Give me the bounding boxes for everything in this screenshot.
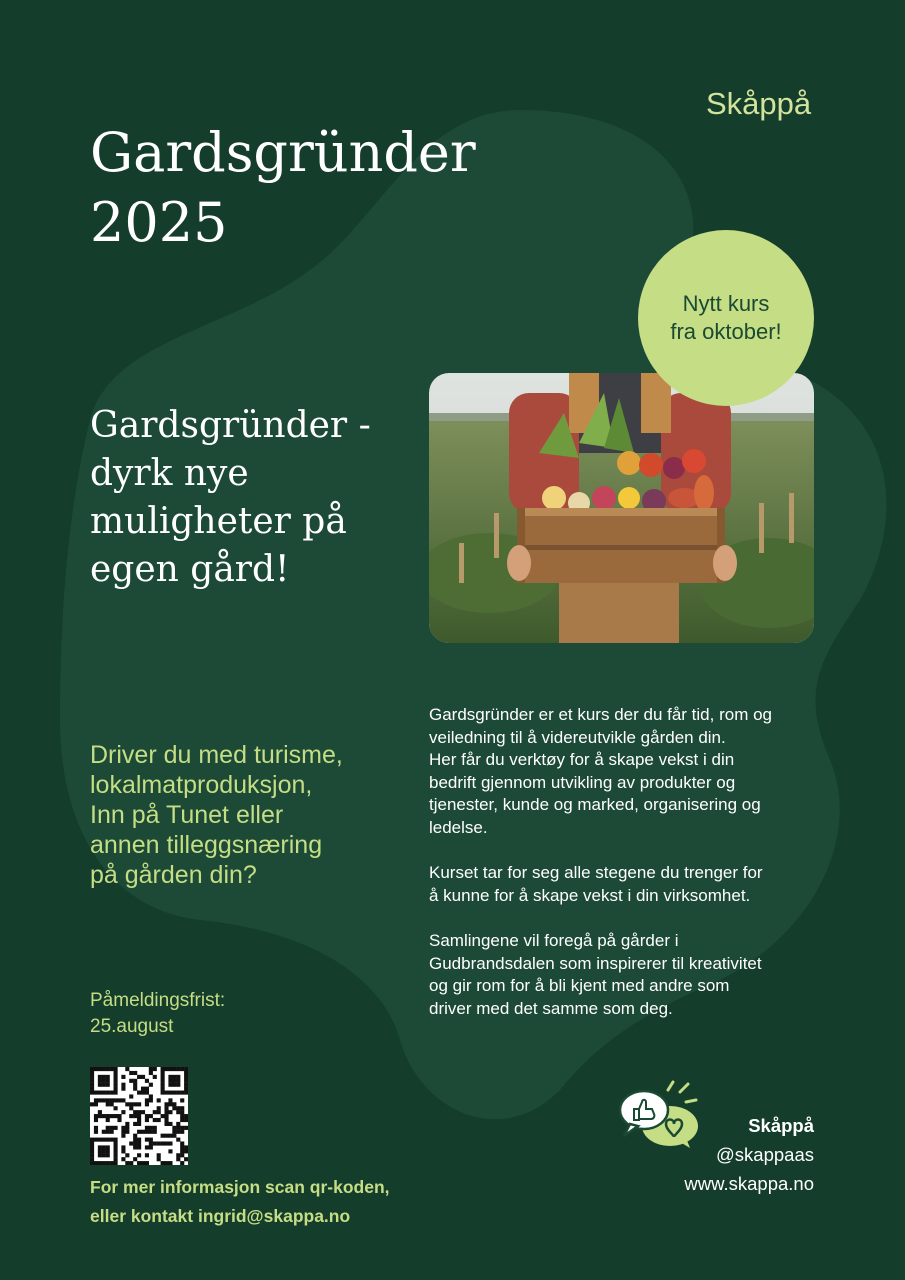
qr-module <box>106 1083 110 1087</box>
qr-module <box>145 1118 149 1122</box>
qr-module <box>110 1138 114 1142</box>
qr-module <box>176 1079 180 1083</box>
qr-module <box>102 1075 106 1079</box>
qr-module <box>114 1145 118 1149</box>
qr-module <box>184 1071 188 1075</box>
qr-module <box>168 1110 172 1114</box>
qr-module <box>94 1067 98 1071</box>
qr-module <box>149 1141 153 1145</box>
qr-module <box>125 1122 129 1126</box>
qr-module <box>180 1091 184 1095</box>
headline: Gardsgründer - dyrk nye muligheter på egen gård! <box>90 405 371 590</box>
qr-module <box>172 1126 176 1130</box>
qr-module <box>141 1075 145 1079</box>
social-handle[interactable]: @skappaas <box>716 1144 814 1165</box>
qr-module <box>114 1071 118 1075</box>
qr-module <box>110 1130 114 1134</box>
qr-module <box>106 1126 110 1130</box>
qr-module <box>145 1091 149 1095</box>
qr-module <box>149 1126 153 1130</box>
qr-module <box>172 1134 176 1138</box>
qr-module <box>90 1138 94 1142</box>
qr-module <box>145 1126 149 1130</box>
qr-module <box>153 1130 157 1134</box>
qr-module <box>121 1134 125 1138</box>
qr-module <box>164 1161 168 1165</box>
qr-module <box>114 1091 118 1095</box>
qr-module <box>149 1145 153 1149</box>
qr-module <box>133 1141 137 1145</box>
qr-module <box>168 1134 172 1138</box>
qr-module <box>114 1087 118 1091</box>
qr-module <box>180 1106 184 1110</box>
qr-module <box>98 1145 102 1149</box>
qr-module <box>94 1098 98 1102</box>
qr-module <box>157 1118 161 1122</box>
qr-module <box>114 1153 118 1157</box>
qr-module <box>153 1075 157 1079</box>
qr-module <box>161 1079 165 1083</box>
qr-module <box>184 1157 188 1161</box>
qr-module <box>168 1098 172 1102</box>
qr-module <box>149 1114 153 1118</box>
qr-module <box>145 1098 149 1102</box>
qr-module <box>172 1075 176 1079</box>
qr-module <box>149 1098 153 1102</box>
qr-module <box>141 1161 145 1165</box>
registration-deadline: Påmeldingsfrist: 25.august <box>90 990 226 1037</box>
qr-module <box>137 1122 141 1126</box>
qr-module <box>94 1118 98 1122</box>
qr-module <box>180 1126 184 1130</box>
qr-module <box>110 1098 114 1102</box>
qr-module <box>102 1083 106 1087</box>
contact-info: For mer informasjon scan qr-koden, eller kontakt ingrid@skappa.no <box>90 1177 390 1226</box>
qr-module <box>129 1094 133 1098</box>
qr-module <box>168 1161 172 1165</box>
qr-module <box>141 1091 145 1095</box>
qr-module <box>168 1102 172 1106</box>
qr-module <box>117 1098 121 1102</box>
qr-module <box>157 1157 161 1161</box>
qr-module <box>114 1067 118 1071</box>
qr-module <box>133 1087 137 1091</box>
qr-module <box>153 1126 157 1130</box>
qr-module <box>137 1118 141 1122</box>
qr-module <box>106 1091 110 1095</box>
qr-module <box>184 1067 188 1071</box>
qr-module <box>137 1153 141 1157</box>
qr-module <box>133 1138 137 1142</box>
qr-module <box>121 1083 125 1087</box>
qr-module <box>94 1126 98 1130</box>
qr-module <box>102 1130 106 1134</box>
qr-module <box>90 1071 94 1075</box>
qr-module <box>90 1087 94 1091</box>
qr-module <box>121 1130 125 1134</box>
qr-module <box>141 1130 145 1134</box>
qr-module <box>106 1145 110 1149</box>
qr-module <box>145 1138 149 1142</box>
qr-module <box>90 1161 94 1165</box>
qr-module <box>129 1141 133 1145</box>
qr-module <box>137 1161 141 1165</box>
qr-module <box>161 1087 165 1091</box>
qr-module <box>106 1079 110 1083</box>
qr-module <box>137 1110 141 1114</box>
qr-module <box>129 1079 133 1083</box>
qr-module <box>145 1130 149 1134</box>
qr-module <box>114 1138 118 1142</box>
qr-module <box>114 1141 118 1145</box>
qr-module <box>184 1114 188 1118</box>
qr-module <box>90 1079 94 1083</box>
qr-module <box>106 1149 110 1153</box>
qr-module <box>110 1126 114 1130</box>
qr-module <box>180 1145 184 1149</box>
qr-module <box>161 1114 165 1118</box>
brand-logo: Skåppå <box>706 86 812 121</box>
qr-module <box>90 1157 94 1161</box>
qr-module <box>102 1138 106 1142</box>
qr-module <box>121 1126 125 1130</box>
qr-module <box>106 1130 110 1134</box>
qr-module <box>98 1098 102 1102</box>
qr-module <box>102 1067 106 1071</box>
qr-module <box>121 1157 125 1161</box>
qr-module <box>125 1102 129 1106</box>
qr-module <box>102 1091 106 1095</box>
qr-module <box>110 1091 114 1095</box>
title-line-2: 2025 <box>90 191 228 254</box>
qr-module <box>98 1114 102 1118</box>
qr-module <box>106 1138 110 1142</box>
qr-module <box>164 1114 168 1118</box>
qr-module <box>176 1126 180 1130</box>
farmer-vegetable-crate-photo <box>429 373 814 643</box>
qr-module <box>90 1067 94 1071</box>
qr-module <box>180 1130 184 1134</box>
qr-module <box>125 1153 129 1157</box>
qr-module <box>133 1102 137 1106</box>
qr-module <box>176 1138 180 1142</box>
social-name: Skåppå <box>748 1115 814 1136</box>
qr-module <box>168 1149 172 1153</box>
qr-module <box>94 1138 98 1142</box>
qr-module <box>172 1106 176 1110</box>
qr-module <box>90 1149 94 1153</box>
qr-module <box>94 1130 98 1134</box>
qr-module <box>110 1067 114 1071</box>
qr-module <box>172 1079 176 1083</box>
target-question: Driver du med turisme, lokalmatproduksjon, Inn på Tunet eller annen tilleggsnæring på gården din? <box>90 741 343 889</box>
qr-module <box>117 1114 121 1118</box>
qr-module <box>106 1067 110 1071</box>
qr-module <box>153 1110 157 1114</box>
qr-module <box>145 1079 149 1083</box>
qr-module <box>176 1110 180 1114</box>
qr-module <box>110 1161 114 1165</box>
qr-module <box>164 1106 168 1110</box>
qr-module <box>176 1153 180 1157</box>
qr-module <box>164 1134 168 1138</box>
qr-module <box>164 1122 168 1126</box>
qr-module <box>161 1067 165 1071</box>
qr-module <box>125 1161 129 1165</box>
qr-module <box>114 1106 118 1110</box>
qr-module <box>102 1098 106 1102</box>
qr-module <box>168 1075 172 1079</box>
qr-module <box>161 1161 165 1165</box>
qr-module <box>114 1126 118 1130</box>
qr-module <box>184 1091 188 1095</box>
qr-module <box>184 1118 188 1122</box>
course-description <box>429 704 829 1043</box>
qr-module <box>172 1083 176 1087</box>
qr-module <box>168 1083 172 1087</box>
qr-module <box>94 1102 98 1106</box>
qr-module <box>125 1126 129 1130</box>
qr-module <box>129 1071 133 1075</box>
qr-module <box>184 1083 188 1087</box>
qr-module <box>137 1075 141 1079</box>
qr-module <box>184 1079 188 1083</box>
qr-module <box>98 1067 102 1071</box>
qr-module <box>153 1067 157 1071</box>
qr-module <box>133 1114 137 1118</box>
qr-module <box>168 1079 172 1083</box>
qr-module <box>114 1114 118 1118</box>
qr-module <box>98 1161 102 1165</box>
qr-module <box>157 1110 161 1114</box>
qr-module <box>137 1091 141 1095</box>
qr-module <box>114 1079 118 1083</box>
qr-module <box>133 1122 137 1126</box>
qr-module <box>153 1118 157 1122</box>
qr-module <box>161 1075 165 1079</box>
qr-module <box>157 1098 161 1102</box>
qr-module <box>184 1075 188 1079</box>
qr-module <box>137 1114 141 1118</box>
qr-module <box>184 1087 188 1091</box>
qr-module <box>125 1067 129 1071</box>
qr-module <box>102 1079 106 1083</box>
qr-module <box>168 1067 172 1071</box>
qr-module <box>94 1091 98 1095</box>
new-course-badge: Nytt kurs fra oktober! <box>638 230 814 406</box>
qr-module <box>184 1145 188 1149</box>
qr-module <box>102 1114 106 1118</box>
qr-module <box>106 1102 110 1106</box>
qr-module <box>161 1091 165 1095</box>
qr-module <box>149 1083 153 1087</box>
qr-module <box>98 1075 102 1079</box>
qr-module <box>114 1075 118 1079</box>
qr-module <box>172 1067 176 1071</box>
qr-module <box>137 1138 141 1142</box>
qr-module <box>141 1087 145 1091</box>
qr-module <box>106 1075 110 1079</box>
qr-module <box>180 1114 184 1118</box>
qr-module <box>106 1118 110 1122</box>
qr-module <box>94 1161 98 1165</box>
qr-module <box>102 1153 106 1157</box>
qr-module <box>157 1106 161 1110</box>
qr-module <box>180 1149 184 1153</box>
qr-module <box>106 1153 110 1157</box>
qr-module <box>141 1110 145 1114</box>
qr-module <box>149 1071 153 1075</box>
qr-module <box>180 1153 184 1157</box>
qr-module <box>114 1157 118 1161</box>
qr-module <box>176 1083 180 1087</box>
qr-module <box>90 1083 94 1087</box>
qr-module <box>168 1141 172 1145</box>
qr-module <box>164 1102 168 1106</box>
qr-module <box>149 1094 153 1098</box>
qr-module <box>145 1161 149 1165</box>
description-paragraph: Samlingene vil foregå på gårder i Gudbrandsdalen som inspirerer til kreativitet og gir rom for å bli kjent med andre som driver med det samme som deg. <box>429 930 762 1018</box>
qr-module <box>168 1122 172 1126</box>
qr-module <box>184 1149 188 1153</box>
qr-module <box>106 1114 110 1118</box>
qr-module <box>145 1102 149 1106</box>
qr-module <box>133 1157 137 1161</box>
qr-module <box>98 1083 102 1087</box>
qr-module <box>90 1145 94 1149</box>
qr-module <box>164 1118 168 1122</box>
qr-module <box>106 1161 110 1165</box>
qr-module <box>133 1110 137 1114</box>
description-paragraph: Kurset tar for seg alle stegene du trenger for å kunne for å skape vekst i din virksomhet. <box>429 863 763 905</box>
qr-module <box>114 1149 118 1153</box>
qr-module <box>114 1098 118 1102</box>
qr-module <box>145 1145 149 1149</box>
qr-module <box>117 1118 121 1122</box>
qr-module <box>164 1110 168 1114</box>
qr-module <box>184 1126 188 1130</box>
qr-module <box>121 1149 125 1153</box>
qr-module <box>129 1102 133 1106</box>
qr-module <box>149 1130 153 1134</box>
qr-module <box>176 1067 180 1071</box>
qr-module <box>180 1161 184 1165</box>
qr-module <box>98 1110 102 1114</box>
title-line-1: Gardsgründer <box>90 121 476 184</box>
qr-module <box>133 1134 137 1138</box>
qr-module <box>161 1141 165 1145</box>
qr-module <box>176 1122 180 1126</box>
qr-module <box>90 1153 94 1157</box>
qr-module <box>176 1091 180 1095</box>
qr-module <box>149 1067 153 1071</box>
qr-module <box>90 1141 94 1145</box>
qr-module <box>180 1141 184 1145</box>
qr-module <box>94 1114 98 1118</box>
qr-module <box>129 1106 133 1110</box>
qr-module <box>180 1067 184 1071</box>
qr-module <box>102 1145 106 1149</box>
qr-module <box>161 1071 165 1075</box>
qr-module <box>114 1083 118 1087</box>
qr-module <box>133 1145 137 1149</box>
qr-module <box>180 1118 184 1122</box>
qr-module <box>114 1161 118 1165</box>
qr-module <box>90 1091 94 1095</box>
qr-module <box>110 1114 114 1118</box>
qr-module <box>133 1079 137 1083</box>
qr-module <box>172 1102 176 1106</box>
qr-module <box>106 1098 110 1102</box>
qr-module <box>164 1141 168 1145</box>
social-info <box>684 1111 814 1198</box>
description-paragraph: Gardsgründer er et kurs der du får tid, rom og veiledning til å videreutvikle gården din. Her får du verktøy for å skape vekst i din bedrift gjennom utvikling av produkter og tjenester, kunde og marked, organisering og ledelse. <box>429 705 772 837</box>
qr-module <box>168 1091 172 1095</box>
qr-module <box>98 1079 102 1083</box>
qr-module <box>145 1087 149 1091</box>
qr-module <box>153 1141 157 1145</box>
qr-module <box>180 1110 184 1114</box>
page-title <box>90 118 570 258</box>
qr-module <box>180 1098 184 1102</box>
qr-module <box>129 1114 133 1118</box>
qr-module <box>102 1161 106 1165</box>
qr-module <box>133 1083 137 1087</box>
qr-module <box>161 1134 165 1138</box>
qr-module <box>164 1067 168 1071</box>
qr-module <box>172 1130 176 1134</box>
qr-module <box>161 1083 165 1087</box>
qr-module <box>121 1110 125 1114</box>
qr-module <box>137 1145 141 1149</box>
qr-module <box>137 1102 141 1106</box>
qr-module <box>164 1091 168 1095</box>
qr-module <box>121 1098 125 1102</box>
qr-module <box>133 1071 137 1075</box>
website-link[interactable]: www.skappa.no <box>684 1173 814 1194</box>
qr-module <box>98 1091 102 1095</box>
qr-module <box>121 1075 125 1079</box>
qr-module <box>137 1141 141 1145</box>
qr-module <box>90 1075 94 1079</box>
qr-module <box>176 1157 180 1161</box>
qr-module <box>110 1102 114 1106</box>
qr-code-icon[interactable] <box>90 1067 188 1165</box>
qr-module <box>176 1130 180 1134</box>
qr-module <box>98 1153 102 1157</box>
qr-module <box>145 1114 149 1118</box>
qr-module <box>125 1130 129 1134</box>
qr-module <box>129 1161 133 1165</box>
qr-module <box>157 1153 161 1157</box>
qr-module <box>102 1149 106 1153</box>
qr-module <box>137 1130 141 1134</box>
qr-module <box>90 1102 94 1106</box>
qr-module <box>176 1106 180 1110</box>
qr-module <box>149 1138 153 1142</box>
qr-module <box>121 1087 125 1091</box>
qr-module <box>157 1141 161 1145</box>
qr-module <box>98 1138 102 1142</box>
qr-module <box>98 1149 102 1153</box>
qr-module <box>172 1091 176 1095</box>
qr-module <box>176 1075 180 1079</box>
qr-module <box>121 1145 125 1149</box>
qr-module <box>145 1153 149 1157</box>
